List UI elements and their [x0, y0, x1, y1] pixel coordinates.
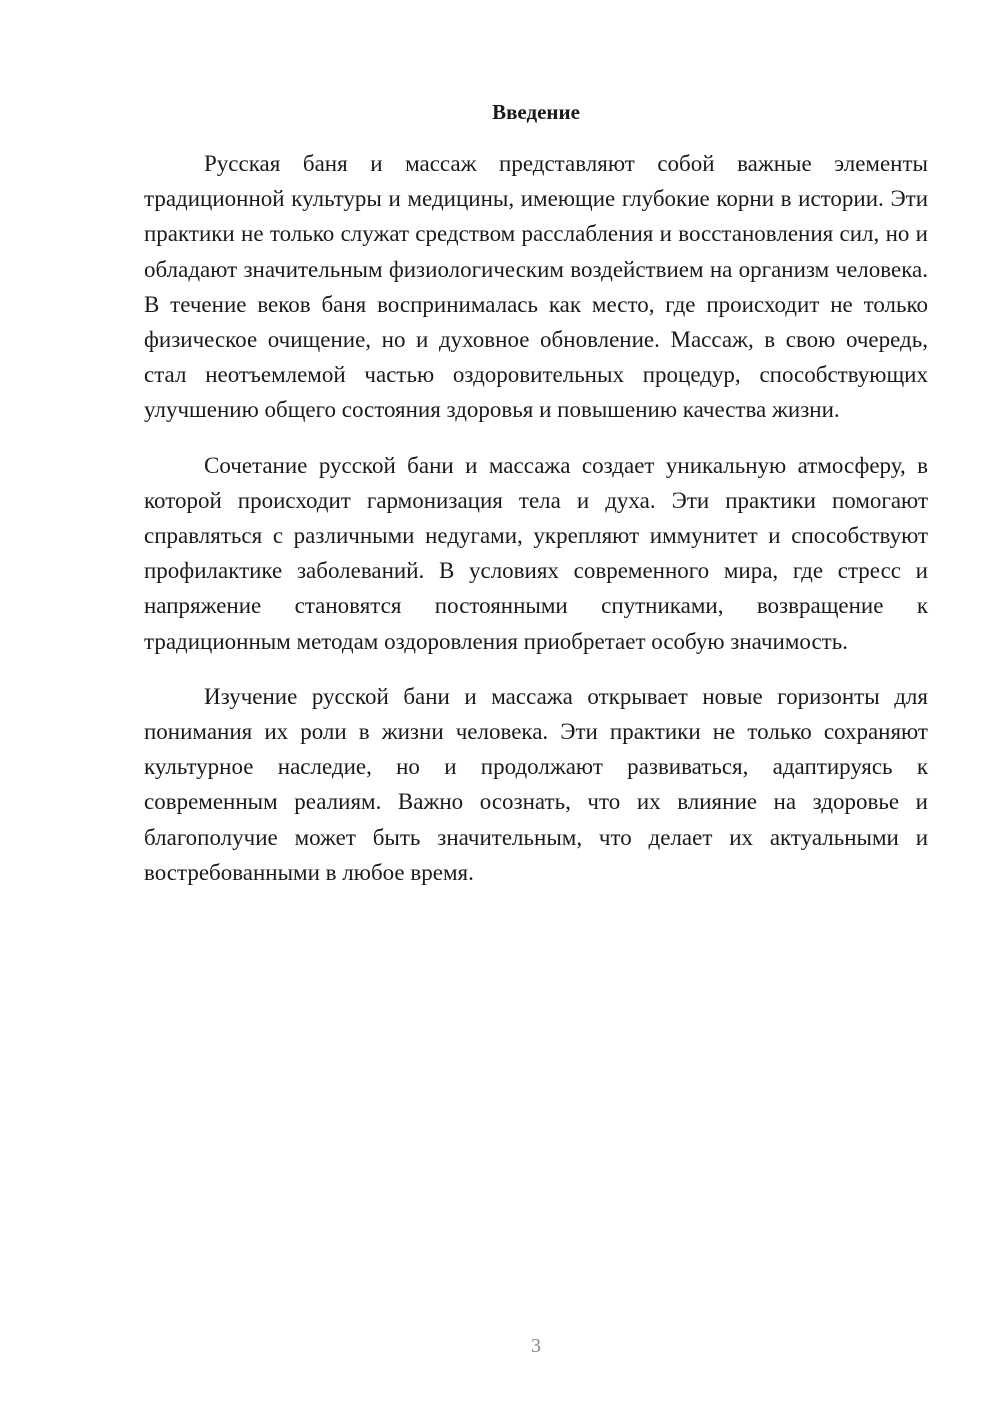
paragraph: Русская баня и массаж представляют собой важные элементы традиционной культуры и медицины, имеющие глубокие корни в истории. Эти практики не только служат средством расслабления и восстановления сил, но и обладают значительным физиологическим воздействием на организм человека. В течение веков баня воспринималась как место, где происходит не только физическое очищение, но и духовное обновление. Массаж, в свою очередь, стал неотъемлемой частью оздоровительных процедур, способствующих улучшению общего состояния здоровья и повышению качества жизни. — [144, 151, 928, 423]
paragraph: Изучение русской бани и массажа открывает новые горизонты для понимания их роли в жизни человека. Эти практики не только сохраняют культурное наследие, но и продолжают развиваться, адаптируясь к современным реалиям. Важно осознать, что их влияние на здоровье и благополучие может быть значительным, что делает их актуальными и востребованными в любое время. — [144, 683, 928, 885]
section-heading: Введение — [492, 100, 580, 124]
paragraph: Сочетание русской бани и массажа создает уникальную атмосферу, в которой происходит гармонизация тела и духа. Эти практики помогают справляться с различными недугами, укрепляют иммунитет и способствуют профилактике заболеваний. В условиях современного мира, где стресс и напряжение становятся постоянными спутниками, возвращение к традиционным методам оздоровления приобретает особую значимость. — [144, 452, 928, 654]
body-text — [144, 146, 928, 890]
page-number: 3 — [531, 1335, 541, 1357]
